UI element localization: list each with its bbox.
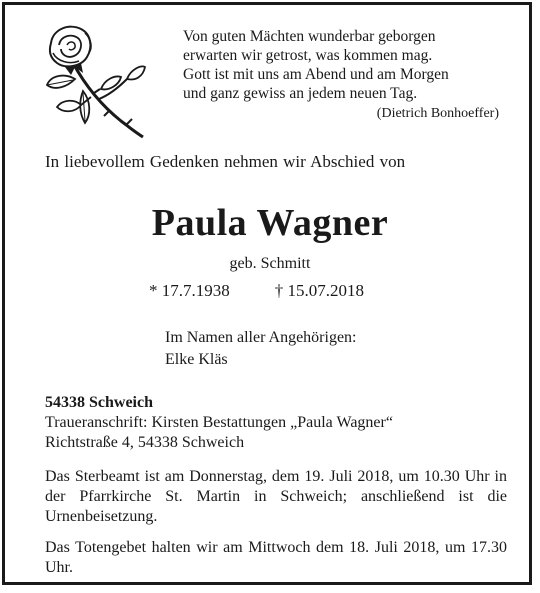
address-place: 54338 Schweich xyxy=(45,394,153,411)
family-signature xyxy=(165,327,357,371)
poem-line: Gott ist mit uns am Abend und am Morgen xyxy=(183,66,449,83)
death-date: † 15.07.2018 xyxy=(274,281,364,300)
family-label: Im Namen aller Angehörigen: xyxy=(165,329,357,346)
mourning-address xyxy=(45,393,505,453)
poem-author: (Dietrich Bonhoeffer) xyxy=(376,106,499,121)
funeral-paragraph: Das Sterbeamt ist am Donnerstag, dem 19. Juli 2018, um 10.30 Uhr in der Pfarrkirche St. Martin in Schweich; anschließend ist die Urnenbeisetzung. xyxy=(45,468,507,525)
rose-icon xyxy=(39,23,147,141)
deceased-name: Paula Wagner xyxy=(151,202,389,244)
poem-line: und ganz gewiss an jedem neuen Tag. xyxy=(183,85,418,102)
prayer-paragraph: Das Totengebet halten wir am Mittwoch dem 18. Juli 2018, um 17.30 Uhr. xyxy=(45,539,507,576)
maiden-name: geb. Schmitt xyxy=(229,255,311,272)
poem-quote xyxy=(183,27,505,123)
address-line: Richtstraße 4, 54338 Schweich xyxy=(45,434,245,451)
family-name: Elke Kläs xyxy=(165,351,228,368)
poem-line: Von guten Mächten wunderbar geborgen xyxy=(183,28,436,45)
obituary-notice xyxy=(2,2,532,585)
address-line: Traueranschrift: Kirsten Bestattungen „Paula Wagner“ xyxy=(45,414,393,431)
life-dates xyxy=(149,281,364,301)
poem-line: erwarten wir getrost, was kommen mag. xyxy=(183,47,433,64)
birth-date: * 17.7.1938 xyxy=(149,281,230,300)
intro-text: In liebevollem Gedenken nehmen wir Abschied von xyxy=(45,152,406,171)
